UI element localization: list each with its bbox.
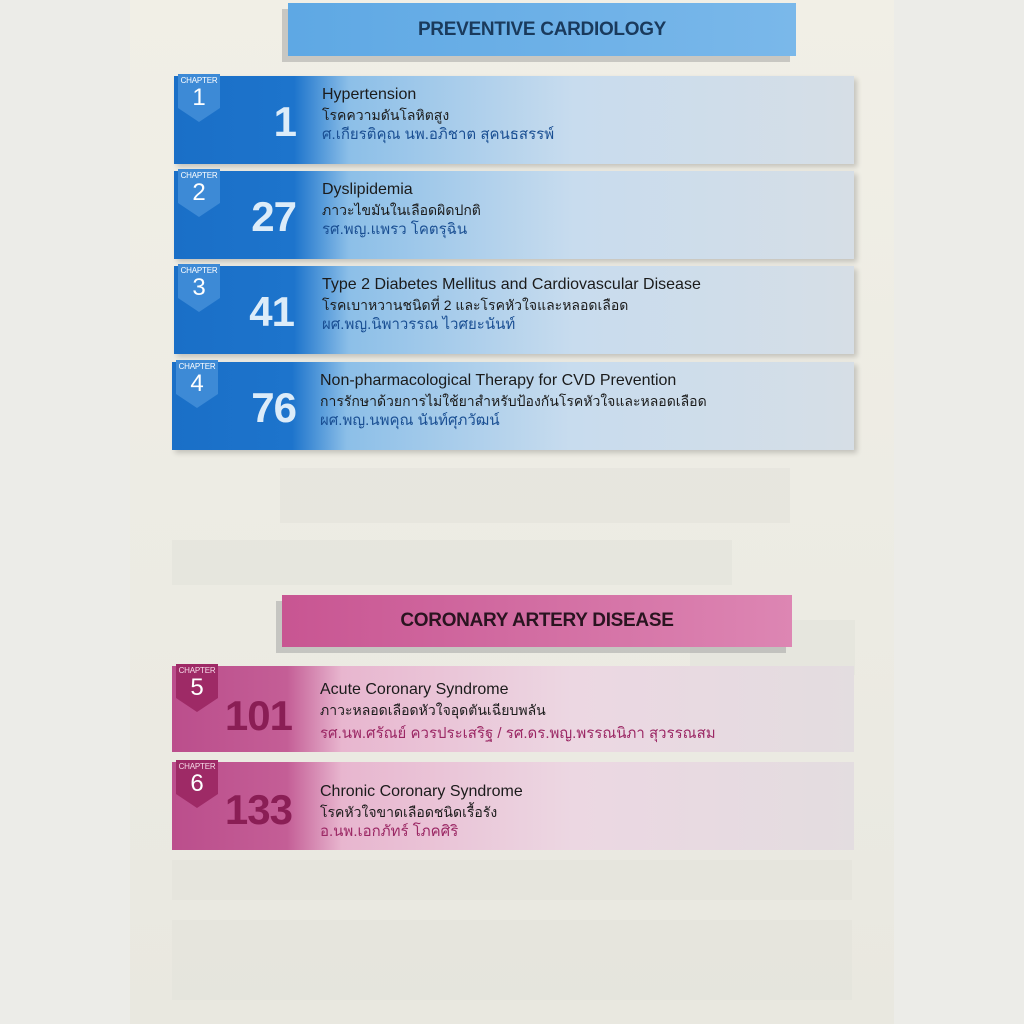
chapter-author: อ.นพ.เอกภัทร์ โภคศิริ (320, 823, 459, 840)
page-number: 76 (251, 384, 296, 431)
page-number: 133 (224, 786, 292, 833)
chapter-row (172, 362, 854, 450)
chapter-number: 4 (190, 370, 204, 397)
background-right (894, 0, 1024, 1024)
chapter-number: 3 (192, 274, 206, 301)
page-number: 101 (224, 692, 292, 739)
chapter-title-th: การรักษาด้วยการไม่ใช้ยาสำหรับป้องกันโรคหัวใจและหลอดเลือด (320, 393, 707, 409)
chapter-row (172, 762, 854, 850)
chapter-author: ผศ.พญ.นพคุณ นันท์ศุภวัฒน์ (320, 412, 500, 429)
page-number: 41 (249, 288, 294, 335)
chapter-row (172, 666, 854, 752)
ghost-text-block (172, 540, 732, 585)
chapter-title-en: Dyslipidemia (322, 181, 413, 198)
chapter-tag: CHAPTER 1 (178, 74, 220, 122)
chapter-author: รศ.นพ.ศรัณย์ ควรประเสริฐ / รศ.ดร.พญ.พรรณนิภา สุวรรณสม (320, 725, 716, 742)
chapter-author: ผศ.พญ.นิพาวรรณ ไวศยะนันท์ (322, 316, 516, 333)
chapter-title-en: Hypertension (322, 86, 417, 103)
section-title-coronary-artery-disease: CORONARY ARTERY DISEASE (282, 595, 792, 647)
chapter-number: 1 (192, 84, 206, 111)
chapter-row (174, 266, 854, 354)
page-number: 1 (273, 98, 296, 145)
chapter-title-th: โรคหัวใจขาดเลือดชนิดเรื้อรัง (320, 804, 498, 820)
chapter-title-en: Non-pharmacological Therapy for CVD Prevention (320, 372, 677, 389)
chapter-author: ศ.เกียรติคุณ นพ.อภิชาต สุคนธสรรพ์ (322, 126, 555, 143)
ghost-text-block (172, 860, 852, 900)
chapter-tag: CHAPTER 4 (176, 360, 218, 408)
chapter-tag: CHAPTER 2 (178, 169, 220, 217)
chapter-tag: CHAPTER 3 (178, 264, 220, 312)
chapter-title-th: โรคเบาหวานชนิดที่ 2 และโรคหัวใจและหลอดเลือด (322, 297, 629, 313)
chapter-title-th: โรคความดันโลหิตสูง (322, 107, 450, 123)
ghost-text-block (172, 920, 852, 1000)
chapter-number: 5 (190, 674, 204, 701)
chapter-row (174, 76, 854, 164)
chapter-title-en: Acute Coronary Syndrome (320, 681, 509, 698)
chapter-tag: CHAPTER 5 (176, 664, 218, 712)
chapter-row (174, 171, 854, 259)
section-title-preventive-cardiology: PREVENTIVE CARDIOLOGY (288, 3, 796, 56)
chapter-title-th: ภาวะหลอดเลือดหัวใจอุดตันเฉียบพลัน (320, 702, 546, 718)
background-left (0, 0, 130, 1024)
chapter-title-en: Chronic Coronary Syndrome (320, 783, 523, 800)
ghost-text-block (280, 468, 790, 523)
book-page (130, 0, 894, 1024)
chapter-title-th: ภาวะไขมันในเลือดผิดปกติ (322, 202, 481, 218)
chapter-title-en: Type 2 Diabetes Mellitus and Cardiovascular Disease (322, 276, 701, 293)
page-number: 27 (251, 193, 296, 240)
chapter-tag: CHAPTER 6 (176, 760, 218, 808)
chapter-author: รศ.พญ.แพรว โคตรุฉิน (322, 221, 468, 238)
chapter-number: 6 (190, 770, 204, 797)
chapter-number: 2 (192, 179, 206, 206)
